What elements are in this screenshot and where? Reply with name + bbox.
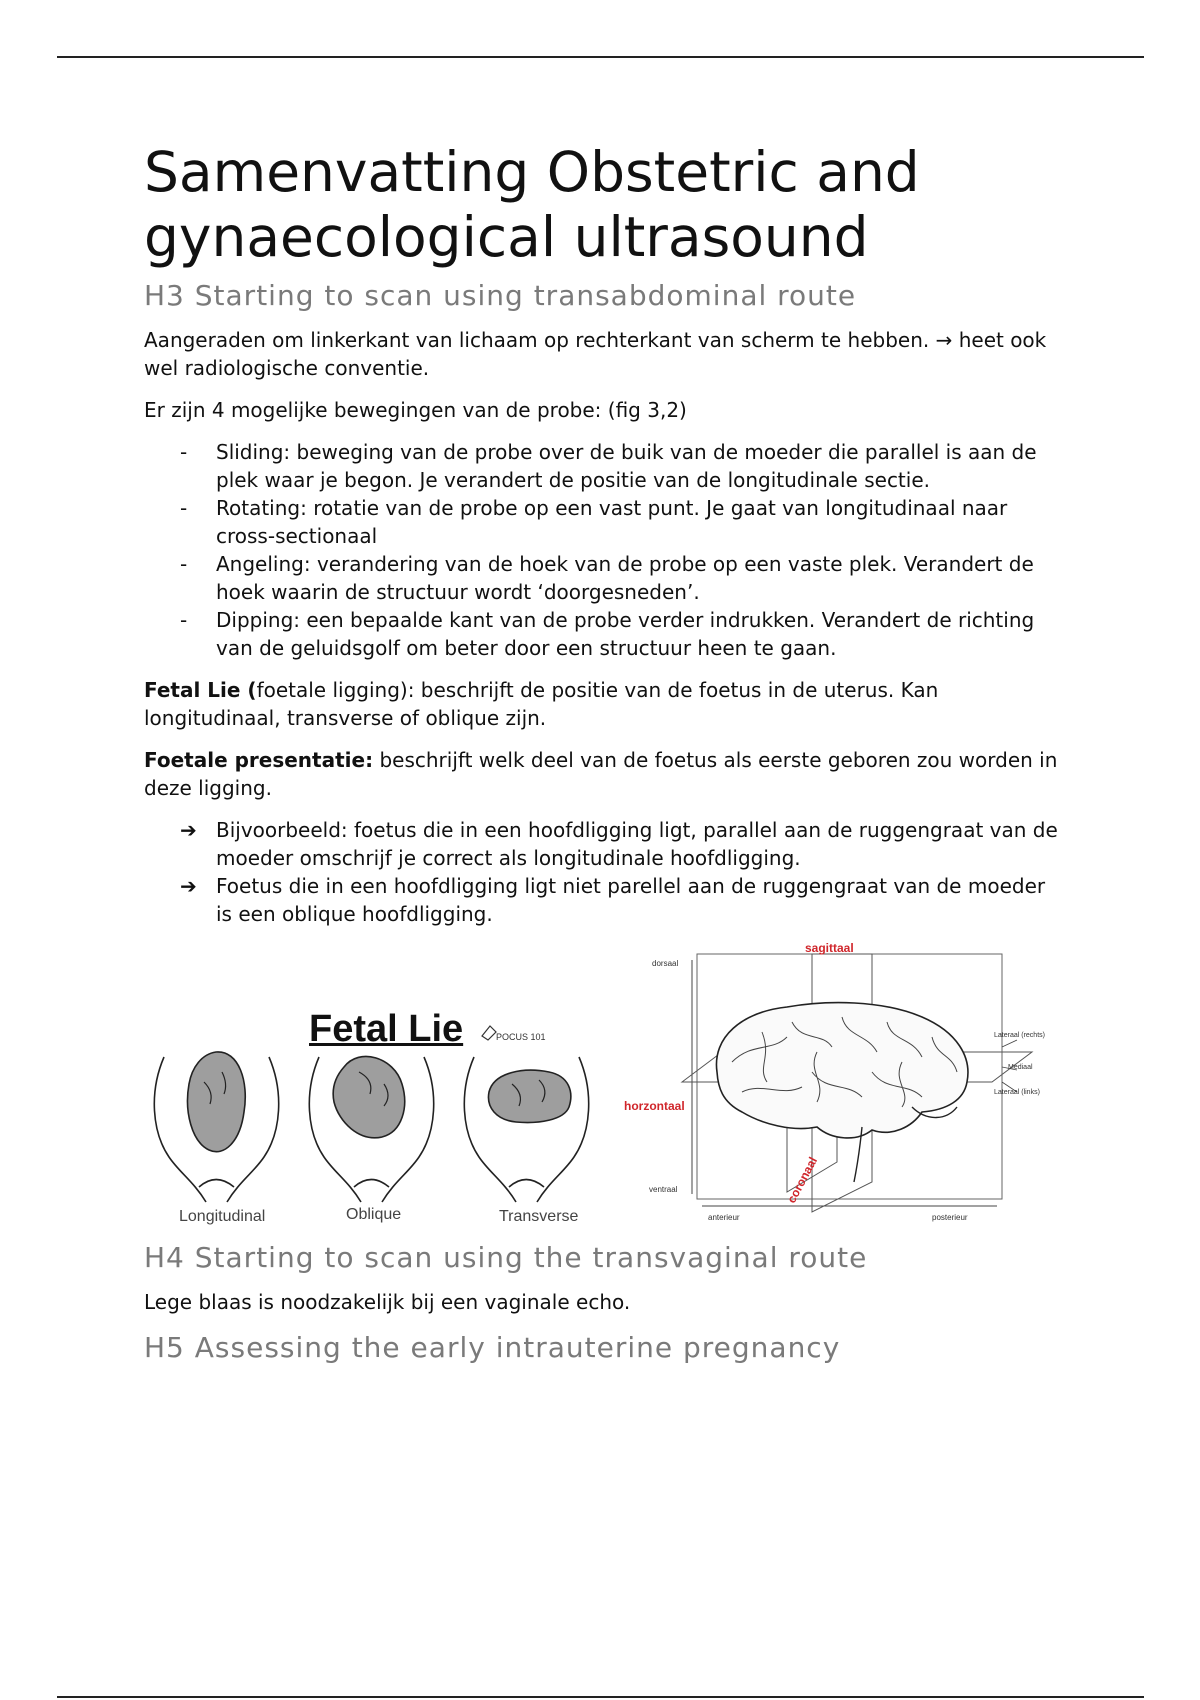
- figures-row: [144, 942, 1064, 1232]
- list-item: - Dipping: een bepaalde kant van de probe verder indrukken. Verandert de richting van de geluidsgolf om beter door een structuur heen te gaan.: [180, 608, 1035, 660]
- label-anterior: anterieur: [708, 1213, 740, 1222]
- list-item: - Angeling: verandering van de hoek van de probe op een vaste plek. Verandert de hoek waarin de structuur wordt ‘doorgesneden’.: [180, 552, 1034, 604]
- probe-movements-list: [144, 438, 1064, 662]
- brain-planes-illustration: [622, 942, 1052, 1232]
- document-title: Samenvatting Obstetric and gynaecological ultrasound: [144, 140, 920, 269]
- fetal-lie-title: Fetal Lie: [309, 1008, 464, 1050]
- label-sagittal: sagittaal: [805, 942, 854, 955]
- dash-bullet: -: [180, 440, 188, 464]
- label-horizontal: horzontaal: [624, 1099, 685, 1113]
- section-heading-h5: H5 Assessing the early intrauterine pregnancy: [144, 1331, 841, 1364]
- section-heading-h4: H4 Starting to scan using the transvaginal route: [144, 1241, 868, 1274]
- paragraph-probe-movements-intro: Er zijn 4 mogelijke bewegingen van de probe: (fig 3,2): [144, 398, 687, 422]
- fetus-oblique: [333, 1056, 405, 1137]
- caption-longitudinal: Longitudinal: [179, 1208, 266, 1225]
- label-dorsal: dorsaal: [652, 959, 679, 968]
- caption-oblique: Oblique: [346, 1206, 402, 1223]
- label-posterior: posterieur: [932, 1213, 968, 1222]
- dash-bullet: -: [180, 608, 188, 632]
- list-item: ➔ Foetus die in een hoofdligging ligt niet parellel aan de ruggengraat van de moeder is een oblique hoofdligging.: [180, 874, 1046, 926]
- fetus-transverse: [488, 1070, 570, 1122]
- term-fetal-lie: Fetal Lie (: [144, 678, 257, 702]
- list-item: ➔ Bijvoorbeeld: foetus die in een hoofdligging ligt, parallel aan de ruggengraat van de moeder omschrijf je correct als longitudinale hoofdligging.: [180, 818, 1058, 870]
- caption-transverse: Transverse: [499, 1208, 579, 1225]
- list-item: - Rotating: rotatie van de probe op een vast punt. Je gaat van longitudinaal naar cross-sectionaal: [180, 496, 1008, 548]
- term-fetal-presentation: Foetale presentatie:: [144, 748, 374, 772]
- label-ventral: ventraal: [649, 1185, 678, 1194]
- fetal-lie-figure: [144, 972, 614, 1232]
- examples-list: [144, 816, 1064, 928]
- pocus-brand: POCUS 101: [496, 1032, 546, 1042]
- paragraph-fetal-lie: Fetal Lie (foetale ligging): beschrijft de positie van de foetus in de uterus. Kan longitudinaal, transverse of oblique zijn.: [144, 678, 939, 730]
- dash-bullet: -: [180, 496, 188, 520]
- arrow-bullet-icon: ➔: [180, 818, 197, 842]
- paragraph-fetal-presentation: Foetale presentatie: beschrijft welk deel van de foetus als eerste geboren zou worden in deze ligging.: [144, 748, 1058, 800]
- document-body: [144, 140, 1064, 1378]
- label-medial: Mediaal: [1008, 1064, 1033, 1071]
- paragraph-radiological-convention: Aangeraden om linkerkant van lichaam op rechterkant van scherm te hebben. → heet ook wel radiologische conventie.: [144, 328, 1047, 380]
- fetus-longitudinal: [188, 1052, 246, 1152]
- top-rule: [57, 56, 1144, 58]
- list-item: - Sliding: beweging van de probe over de buik van de moeder die parallel is aan de plek waar je begon. Je verandert de positie van de longitudinale sectie.: [180, 440, 1037, 492]
- brain-planes-figure: [622, 942, 1052, 1232]
- label-lateral-left: Lateraal (links): [994, 1089, 1040, 1096]
- paragraph-empty-bladder: Lege blaas is noodzakelijk bij een vaginale echo.: [144, 1290, 631, 1314]
- pocus-logo-icon: [482, 1026, 496, 1040]
- section-heading-h3: H3 Starting to scan using transabdominal route: [144, 279, 857, 312]
- bottom-rule: [57, 1696, 1144, 1698]
- label-coronal: coronaal: [784, 1154, 821, 1206]
- label-lateral-right: Lateraal (rechts): [994, 1032, 1045, 1039]
- dash-bullet: -: [180, 552, 188, 576]
- arrow-bullet-icon: ➔: [180, 874, 197, 898]
